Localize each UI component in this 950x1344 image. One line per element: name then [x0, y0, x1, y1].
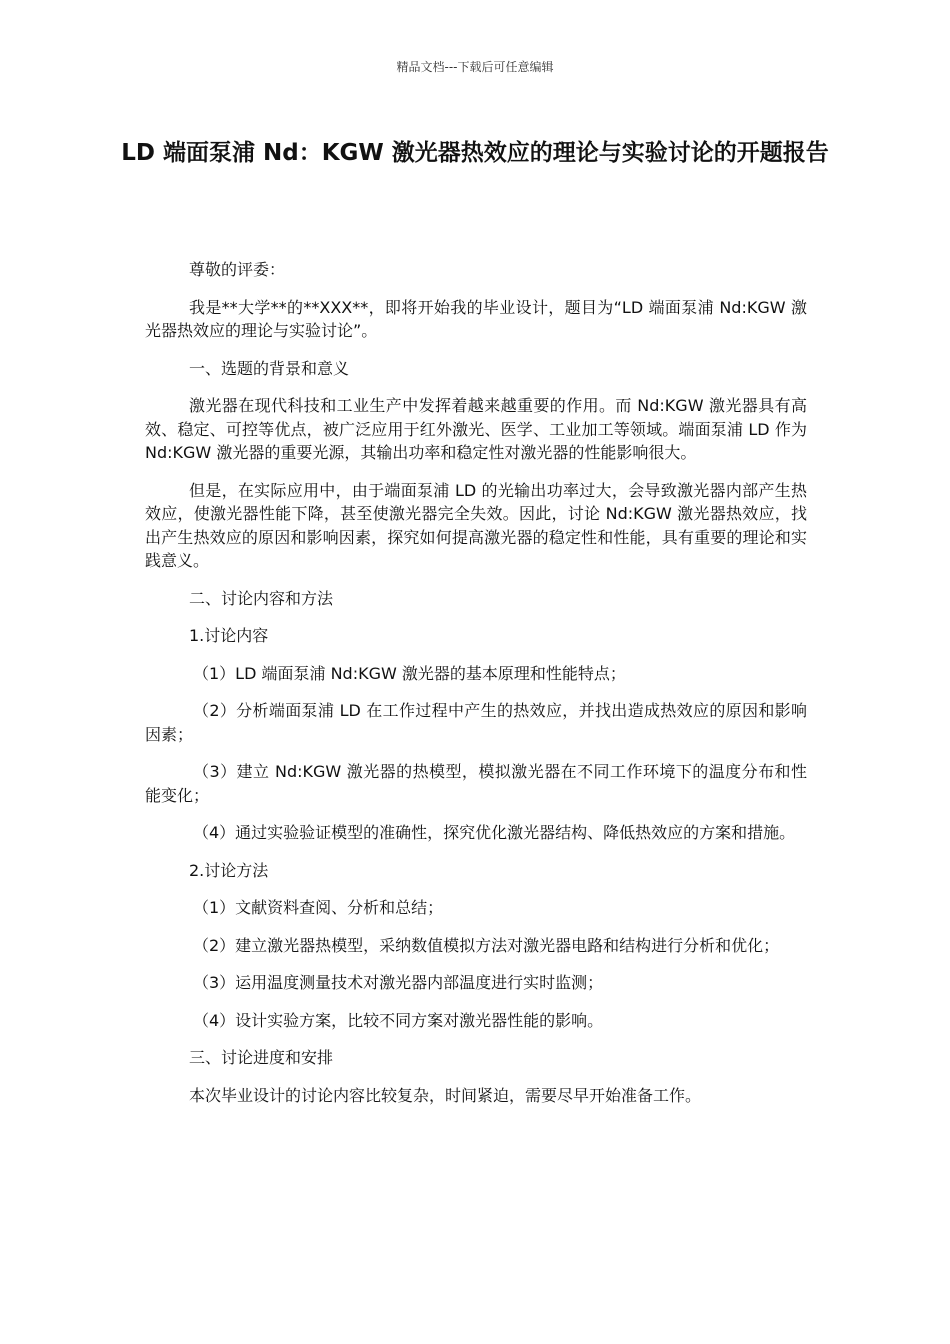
- subsection-heading: 2.讨论方法: [189, 860, 269, 880]
- list-item: （1）LD 端面泵浦 Nd:KGW 激光器的基本原理和性能特点；: [193, 663, 626, 683]
- list-item: （4）设计实验方案，比较不同方案对激光器性能的影响。: [193, 1010, 604, 1030]
- list-item: （4）通过实验验证模型的准确性，探究优化激光器结构、降低热效应的方案和措施。: [193, 823, 796, 842]
- intro-paragraph: 我是**大学**的**XXX**，即将开始我的毕业设计，题目为“LD 端面泵浦 Nd:KGW 激光器热效应的理论与实验讨论”。: [145, 297, 807, 340]
- header-note: 精品文档---下载后可任意编辑: [396, 60, 554, 74]
- document-title: LD 端面泵浦 Nd：KGW 激光器热效应的理论与实验讨论的开题报告: [121, 140, 829, 166]
- salutation: 尊敬的评委：: [189, 260, 286, 279]
- list-item: （2）建立激光器热模型，采纳数值模拟方法对激光器电路和结构进行分析和优化；: [193, 935, 780, 955]
- section-heading: 三、讨论进度和安排: [189, 1048, 334, 1067]
- section-heading: 二、讨论内容和方法: [189, 588, 334, 608]
- body-paragraph: 但是，在实际应用中，由于端面泵浦 LD 的光输出功率过大，会导致激光器内部产生热效应，使激光器性能下降，甚至使激光器完全失效。因此，讨论 Nd:KGW 激光器热效应，找出产生热效应的原因和影响因素，探究如何提高激光器的稳定性和性能，具有重要的理论和实践意义。: [145, 480, 807, 570]
- body-paragraph: 本次毕业设计的讨论内容比较复杂，时间紧迫，需要尽早开始准备工作。: [189, 1085, 702, 1105]
- body-paragraph: 激光器在现代科技和工业生产中发挥着越来越重要的作用。而 Nd:KGW 激光器具有高效、稳定、可控等优点，被广泛应用于红外激光、医学、工业加工等领域。端面泵浦 LD 作为 Nd:KGW 激光器的重要光源，其输出功率和稳定性对激光器的性能影响很大。: [145, 396, 807, 462]
- subsection-heading: 1.讨论内容: [189, 626, 269, 645]
- document-body: [145, 258, 807, 1121]
- list-item: （3）运用温度测量技术对激光器内部温度进行实时监测；: [193, 973, 604, 992]
- section-heading: 一、选题的背景和意义: [189, 358, 350, 378]
- list-item: （1）文献资料查阅、分析和总结；: [193, 898, 444, 917]
- list-item: （2）分析端面泵浦 LD 在工作过程中产生的热效应，并找出造成热效应的原因和影响因素；: [145, 701, 807, 744]
- list-item: （3）建立 Nd:KGW 激光器的热模型，模拟激光器在不同工作环境下的温度分布和性能变化；: [145, 762, 807, 805]
